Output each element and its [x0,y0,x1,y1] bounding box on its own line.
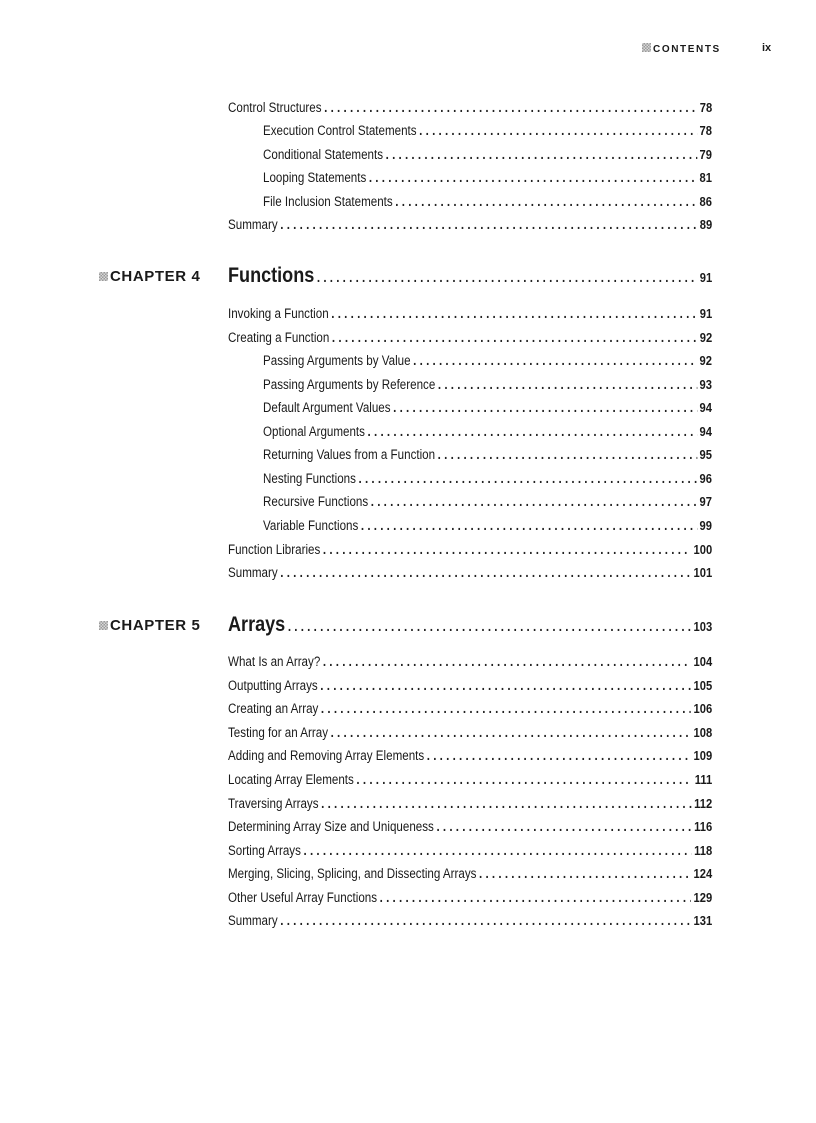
toc-entry-page: 105 [693,678,713,693]
toc-entry-title: Function Libraries [228,542,321,557]
toc-subentry[interactable] [263,123,712,143]
toc-entry[interactable] [228,890,712,910]
dot-leader [317,270,697,285]
toc-entry[interactable] [228,565,712,585]
toc-subentry[interactable] [263,471,712,491]
dot-leader [438,447,697,462]
toc-entry-page: 124 [693,866,713,881]
toc-entry-title: Traversing Arrays [228,796,319,811]
dot-leader [331,306,697,321]
toc-entry[interactable] [228,748,712,768]
toc-entry-title: Conditional Statements [263,147,384,162]
dot-leader [321,796,691,811]
toc-entry-page: 106 [693,701,713,716]
toc-entry-page: 96 [699,471,712,486]
toc-entry-title: Summary [228,217,278,232]
toc-entry-title: Returning Values from a Function [263,447,436,462]
toc-subentry[interactable] [263,170,712,190]
toc-entry[interactable] [228,100,712,120]
toc-entry-page: 79 [699,147,712,162]
dot-leader [323,654,691,669]
toc-entry-title: Merging, Slicing, Splicing, and Dissecting Arrays [228,866,477,881]
toc-entry-title: Determining Array Size and Uniqueness [228,819,434,834]
toc-entry-title: Variable Functions [263,518,359,533]
chapter-title: Arrays [228,613,286,636]
toc-entry-title: Other Useful Array Functions [228,890,378,905]
page-number: ix [762,42,772,54]
toc-entry-page: 91 [699,306,713,321]
toc-entry-page: 104 [693,654,713,669]
toc-entry-page: 116 [694,819,713,834]
toc-entry[interactable] [228,819,712,839]
toc-entry-title: Passing Arguments by Value [263,353,411,368]
toc-chapter-entry[interactable] [228,264,712,290]
toc-entry-page: 92 [699,330,713,345]
toc-entry-title: Locating Array Elements [228,772,354,787]
toc-entry-page: 112 [694,796,713,811]
chapter-title: Functions [228,264,315,287]
dot-leader [280,565,691,580]
dot-leader [356,772,692,787]
toc-subentry[interactable] [263,194,712,214]
toc-entry-page: 78 [699,123,712,138]
dot-leader [395,194,697,209]
toc-entry-page: 81 [699,170,712,185]
toc-entry[interactable] [228,701,712,721]
toc-entry-title: Execution Control Statements [263,123,417,138]
dot-leader [321,701,691,716]
toc-entry[interactable] [228,306,712,326]
dot-leader [369,170,697,185]
toc-entry-title: Looping Statements [263,170,367,185]
toc-subentry[interactable] [263,518,712,538]
dot-leader [324,100,697,115]
toc-entry-page: 131 [693,913,713,928]
toc-entry-title: Control Structures [228,100,322,115]
toc-entry-page: 109 [693,748,713,763]
toc-subentry[interactable] [263,424,712,444]
dot-leader [419,123,697,138]
dot-leader [331,725,691,740]
toc-entry-page: 95 [699,447,712,462]
toc-entry[interactable] [228,542,712,562]
toc-entry-title: What Is an Array? [228,654,321,669]
dot-leader [304,843,692,858]
toc-entry-title: Summary [228,565,278,580]
toc-chapter-entry[interactable] [228,613,712,639]
toc-entry-title: Sorting Arrays [228,843,301,858]
dot-leader [427,748,691,763]
dot-leader [323,542,691,557]
toc-entry[interactable] [228,654,712,674]
dot-leader [320,678,691,693]
dot-leader [413,353,697,368]
toc-entry-title: Passing Arguments by Reference [263,377,436,392]
toc-entry-title: Creating a Function [228,330,330,345]
toc-entry[interactable] [228,913,712,933]
toc-entry-page: 78 [699,100,713,115]
dot-leader [359,471,697,486]
chapter-label: CHAPTER 5 [99,617,200,634]
dot-leader [479,866,691,881]
toc-entry-title: Nesting Functions [263,471,356,486]
toc-subentry[interactable] [263,400,712,420]
dot-leader [371,494,697,509]
toc-entry-title: Outputting Arrays [228,678,318,693]
dot-leader [361,518,697,533]
toc-entry-page: 100 [693,542,713,557]
toc-entry-page: 97 [699,494,712,509]
dot-leader [436,819,691,834]
toc-entry[interactable] [228,796,712,816]
dot-leader [280,217,697,232]
toc-entry-title: File Inclusion Statements [263,194,393,209]
toc-entry-page: 101 [693,565,713,580]
toc-entry-title: Default Argument Values [263,400,391,415]
chapter-label: CHAPTER 4 [99,268,200,285]
dot-leader [368,424,697,439]
toc-entry-title: Invoking a Function [228,306,329,321]
toc-entry-page: 92 [699,353,712,368]
chapter-page: 103 [693,619,713,634]
running-header [0,43,816,57]
toc-entry[interactable] [228,330,712,350]
toc-entry-title: Summary [228,913,278,928]
chapter-page: 91 [699,270,713,285]
toc-entry-title: Optional Arguments [263,424,365,439]
ornament-icon [99,272,108,281]
toc-subentry[interactable] [263,377,712,397]
toc-subentry[interactable] [263,447,712,467]
toc-entry-page: 94 [699,424,712,439]
toc-subentry[interactable] [263,353,712,373]
toc-entry-page: 129 [693,890,713,905]
running-header-label: CONTENTS [642,43,721,55]
toc-entry-page: 111 [694,772,713,787]
toc-entry-page: 86 [699,194,712,209]
toc-entry-page: 94 [699,400,712,415]
dot-leader [280,913,691,928]
dot-leader [288,619,691,634]
toc-entry-title: Adding and Removing Array Elements [228,748,425,763]
dot-leader [380,890,691,905]
toc-entry-title: Creating an Array [228,701,319,716]
toc-entry-title: Recursive Functions [263,494,369,509]
toc-entry-page: 89 [699,217,713,232]
ornament-icon [99,621,108,630]
dot-leader [386,147,697,162]
dot-leader [332,330,697,345]
toc-entry-page: 99 [699,518,712,533]
toc-entry-page: 93 [699,377,712,392]
toc-entry[interactable] [228,843,712,863]
toc-subentry[interactable] [263,494,712,514]
toc-entry[interactable] [228,725,712,745]
toc-subentry[interactable] [263,147,712,167]
toc-entry[interactable] [228,217,712,237]
ornament-icon [642,43,651,52]
dot-leader [438,377,697,392]
dot-leader [393,400,697,415]
toc-entry[interactable] [228,866,712,886]
toc-entry-page: 118 [694,843,713,858]
toc-entry[interactable] [228,678,712,698]
toc-entry-title: Testing for an Array [228,725,329,740]
toc-entry-page: 108 [693,725,713,740]
toc-entry[interactable] [228,772,712,792]
